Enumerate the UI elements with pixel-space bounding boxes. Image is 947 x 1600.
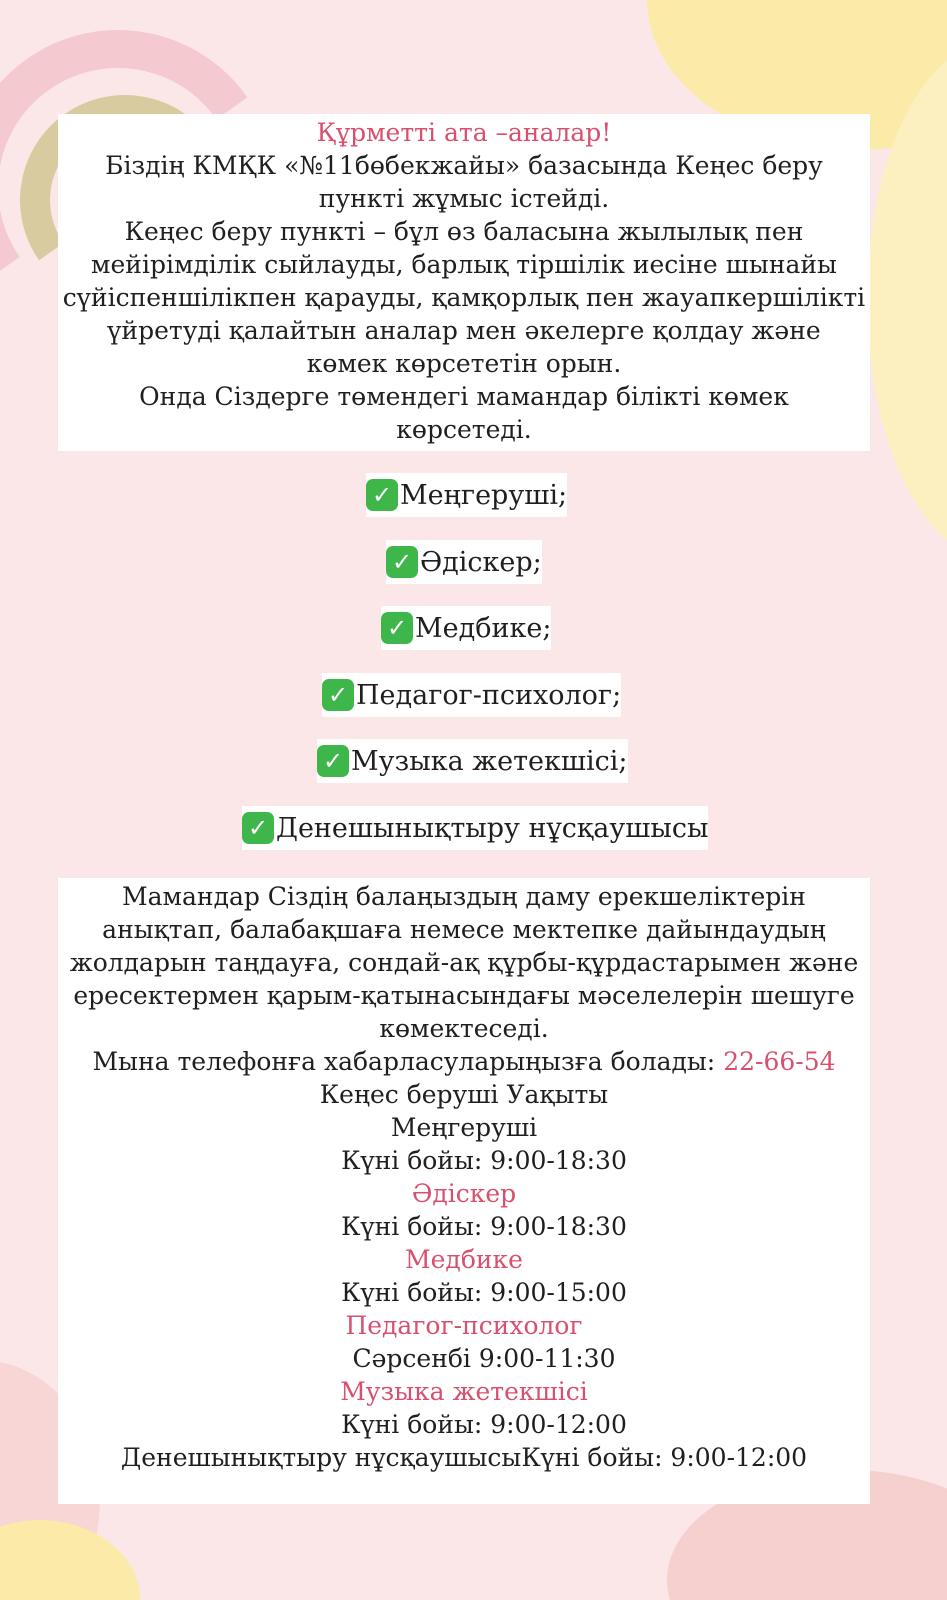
intro-line: Кеңес беру пункті – бұл өз баласына жылылық пен <box>124 217 804 246</box>
schedule-role: Музыка жетекшісі <box>340 1377 588 1406</box>
schedule-role: Медбике <box>405 1245 523 1274</box>
intro-line: пункті жұмыс істейді. <box>318 184 610 213</box>
schedule-time: Күні бойы: 9:00-12:00 <box>341 1410 627 1439</box>
check-mark-icon: ✓ <box>386 546 418 578</box>
intro-line: көмек көрсететін орын. <box>306 349 622 378</box>
schedule-role: Педагог-психолог <box>345 1311 583 1340</box>
schedule-role: Меңгеруші <box>390 1113 538 1142</box>
schedule-time: Сәрсенбі 9:00-11:30 <box>352 1344 616 1373</box>
role-label: Медбике; <box>415 612 552 644</box>
role-label: Меңгеруші; <box>400 479 568 511</box>
intro-line: мейірімділік сыйлауды, барлық тіршілік иесіне шынайы <box>91 250 837 279</box>
schedule-time: Күні бойы: 9:00-18:30 <box>341 1212 627 1241</box>
check-mark-icon: ✓ <box>366 479 398 511</box>
yellow-blob-bottom-left <box>0 1520 140 1600</box>
phone-number[interactable]: 22-66-54 <box>723 1047 836 1076</box>
intro-heading: Құрметті ата –аналар! <box>316 118 612 147</box>
role-item-deneshynyqtyru <box>242 806 708 850</box>
role-label: Музыка жетекшісі; <box>351 745 628 777</box>
intro-line: Біздің КМҚК «№11бөбекжайы» базасында Кеңес беру <box>105 151 823 180</box>
phone-line <box>58 1045 870 1078</box>
details-line: Мамандар Сіздің балаңыздың даму ерекшеліктерін <box>122 882 806 911</box>
schedule-time: Күні бойы: 9:00-18:30 <box>341 1146 627 1175</box>
role-item-muzyka-zhetekshisi <box>317 739 628 783</box>
intro-line: көрсетеді. <box>396 415 532 444</box>
role-label: Әдіскер; <box>420 546 542 578</box>
check-mark-icon: ✓ <box>322 679 354 711</box>
schedule-role: Әдіскер <box>411 1179 517 1208</box>
role-item-adisker <box>386 540 542 584</box>
role-item-mengerushi <box>366 473 567 517</box>
details-line: анықтап, балабақшаға немесе мектепке дайындаудың <box>102 915 826 944</box>
intro-line: сүйіспеншілікпен қарауды, қамқорлық пен жауапкершілікті <box>62 283 866 312</box>
schedule-time: Күні бойы: 9:00-15:00 <box>341 1278 627 1307</box>
check-mark-icon: ✓ <box>381 612 413 644</box>
check-mark-icon: ✓ <box>317 745 349 777</box>
intro-panel <box>58 114 870 451</box>
details-line: көмектеседі. <box>379 1014 549 1043</box>
role-item-medbike <box>381 606 551 650</box>
role-label: Педагог-психолог; <box>356 679 622 711</box>
intro-line: үйретуді қалайтын аналар мен әкелерге қолдау және <box>107 316 821 345</box>
role-item-pedagog-psiholog <box>322 673 621 717</box>
schedule-header: Кеңес беруші Уақыты <box>319 1080 609 1109</box>
details-line: жолдарын таңдауға, сондай-ақ құрбы-құрдастарымен және <box>69 948 859 977</box>
schedule-last-line: Денешынықтыру нұсқаушысыКүні бойы: 9:00-12:00 <box>120 1443 808 1472</box>
details-line: ересектермен қарым-қатынасындағы мәселелерін шешуге <box>73 981 855 1010</box>
check-mark-icon: ✓ <box>242 812 274 844</box>
intro-line: Онда Сіздерге төмендегі мамандар білікті көмек <box>139 382 789 411</box>
details-panel <box>58 878 870 1504</box>
role-label: Денешынықтыру нұсқаушысы <box>276 812 709 844</box>
phone-label: Мына телефонға хабарласуларыңызға болады: <box>92 1047 724 1076</box>
